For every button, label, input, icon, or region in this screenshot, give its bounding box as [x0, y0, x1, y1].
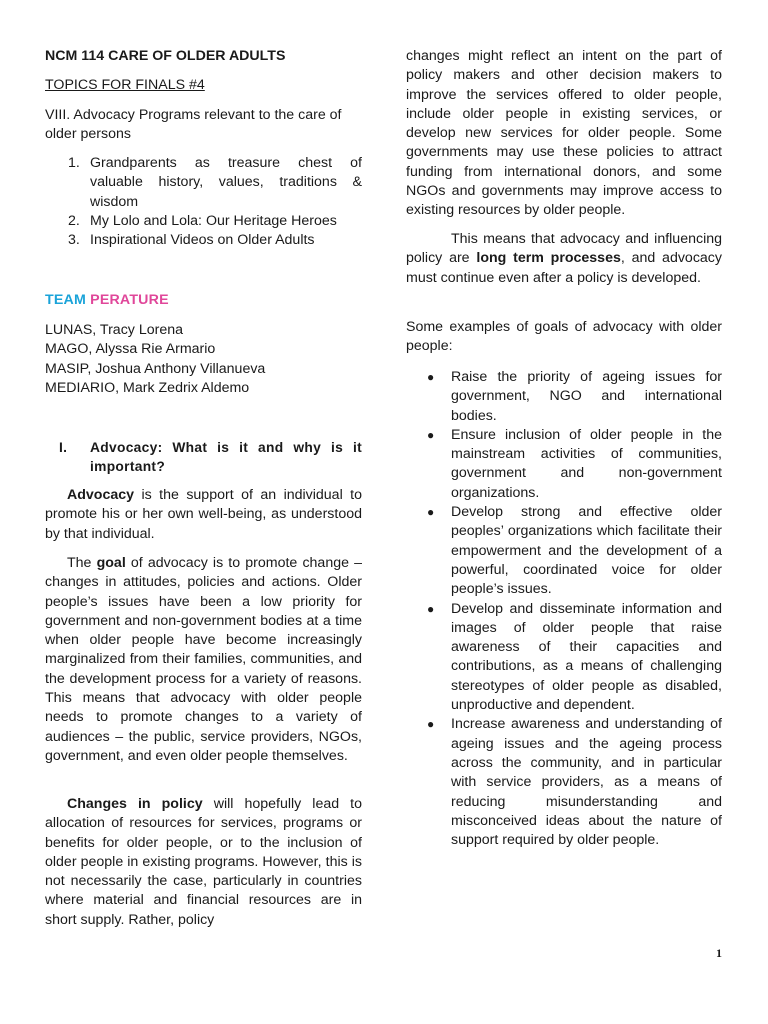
- list-item-text: My Lolo and Lola: Our Heritage Heroes: [90, 212, 337, 229]
- list-item-text: Grandparents as treasure chest of valuable history, values, traditions & wisdom: [90, 155, 362, 210]
- team-name: [45, 291, 169, 310]
- list-item-text: Develop and disseminate information and images of older people that raise awareness of their capacities and contributions, as a means of challenging stereotypes of older people as disabled, unproductive and dependent.: [451, 600, 722, 714]
- list-item-text: Ensure inclusion of older people in the mainstream activities of communities, government and non-government organizations.: [451, 426, 722, 501]
- bullet-icon: ●: [427, 717, 435, 732]
- member-name: LUNAS, Tracy Lorena: [45, 322, 183, 338]
- member-name: MASIP, Joshua Anthony Villanueva: [45, 360, 266, 377]
- list-item: [45, 154, 362, 212]
- list-item: [45, 231, 362, 250]
- paragraph-text: will hopefully lead to allocation of resources for services, programs or benefits for older people, or to the inclusion of older people in existing programs. However, this is not necessarily the case, particularly in countries where material and financial resources are in short supply. Rather, policy: [45, 796, 363, 928]
- team-word-2: PERATURE: [90, 292, 169, 308]
- list-item: [406, 503, 722, 599]
- paragraph-text: of advocacy is to promote change – changes in attitudes, policies and actions. Older people’s issues have been a low priority for government and non-government bodies at a time when older people have become increasingly marginalized from their families, communities, and the development process for a variety of reasons. This means that advocacy with older people needs to promote changes to a variety of audiences – the public, service providers, NGOs, government, and even older people themselves.: [45, 555, 363, 764]
- list-item: [406, 715, 722, 850]
- section-numeral: I.: [59, 440, 68, 455]
- list-item: [406, 600, 722, 716]
- bold-term: goal: [96, 555, 126, 571]
- paragraph-text: , and advocacy must continue even after a policy is developed.: [406, 250, 722, 286]
- list-item: [406, 368, 722, 426]
- paragraph-long-term: [406, 230, 722, 288]
- list-item: [406, 426, 722, 503]
- list-item-text: Raise the priority of ageing issues for government, NGO and international bodies.: [451, 369, 722, 424]
- paragraph-goal: [45, 554, 362, 766]
- section-viii-heading: VIII. Advocacy Programs relevant to the care of older persons: [45, 107, 342, 143]
- bullet-icon: ●: [427, 370, 435, 384]
- paragraph-text: The: [67, 555, 97, 571]
- list-item: [45, 212, 362, 231]
- section-1-heading: [45, 438, 362, 477]
- topics-list: [45, 154, 362, 250]
- bullet-icon: ●: [427, 601, 435, 616]
- goals-list: [406, 368, 722, 850]
- section-heading-text: Advocacy: What is it and why is it important?: [90, 440, 362, 475]
- paragraph-goals-intro: Some examples of goals of advocacy with older people:: [406, 319, 722, 355]
- bold-term: Advocacy: [67, 487, 135, 503]
- team-members: [45, 321, 265, 398]
- team-word-1: TEAM: [45, 292, 86, 308]
- paragraph-advocacy-definition: [45, 486, 362, 544]
- member-name: MAGO, Alyssa Rie Armario: [45, 341, 216, 358]
- document-title: NCM 114 CARE OF OLDER ADULTS: [45, 48, 286, 64]
- bold-term: long term processes: [476, 250, 621, 267]
- paragraph-policy-changes: [45, 795, 362, 930]
- list-number: 2.: [68, 212, 80, 229]
- bullet-icon: ●: [427, 505, 435, 520]
- page-number: 1: [716, 946, 722, 960]
- paragraph-text: is the support of an individual to promote his or her own well-being, as understood by that individual.: [45, 487, 362, 542]
- list-item-text: Increase awareness and understanding of ageing issues and the ageing process across the community, and in particular with service providers, as a means of reducing misunderstanding and misconceived ideas about the nature of support required by older people.: [451, 716, 722, 849]
- member-name: MEDIARIO, Mark Zedrix Aldemo: [45, 379, 250, 396]
- paragraph-policy-continued: changes might reflect an intent on the part of policy makers and other decision makers to improve the services offered to older people, include older people in existing services, or develop new services for older people. Some governments may use these policies to attract funding from international donors, and some NGOs and governments may improve access to existing resources by older people.: [406, 48, 722, 219]
- list-number: 3.: [68, 232, 80, 249]
- list-number: 1.: [68, 155, 80, 171]
- topics-subtitle: TOPICS FOR FINALS #4: [45, 77, 205, 93]
- bullet-icon: ●: [427, 427, 435, 442]
- bold-term: Changes in policy: [67, 796, 203, 812]
- list-item-text: Inspirational Videos on Older Adults: [90, 232, 315, 249]
- list-item-text: Develop strong and effective older peoples’ organizations which facilitate their empowerment and the development of a powerful, coordinated voice for older people’s issues.: [451, 504, 722, 598]
- paragraph-text: This means that advocacy and influencing policy are: [406, 231, 722, 267]
